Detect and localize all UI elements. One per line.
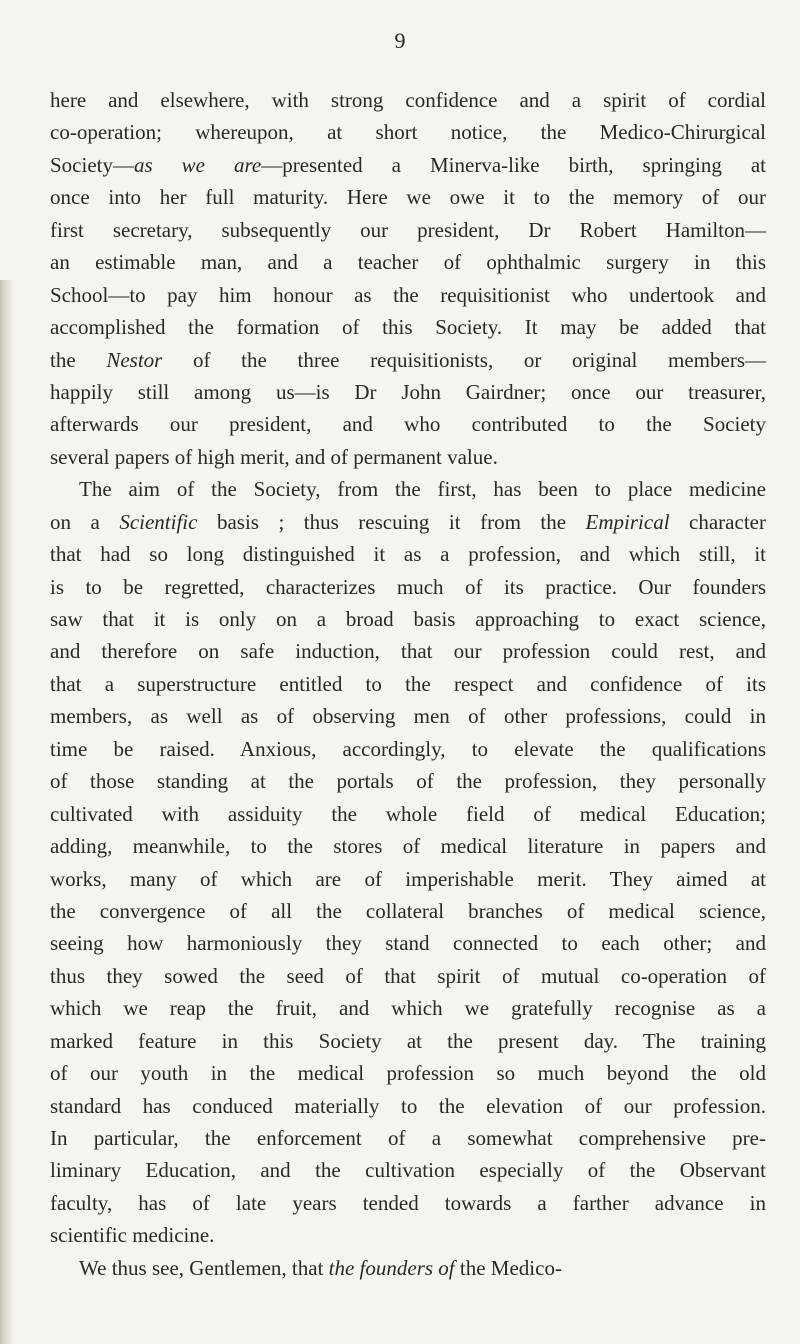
text-line: accomplished the formation of this Society. It may be added that bbox=[50, 315, 766, 340]
text-line: saw that it is only on a broad basis approaching to exact science, bbox=[50, 607, 766, 631]
italic-phrase: Empirical bbox=[585, 509, 670, 534]
text-line: We thus see, Gentlemen, that the founders of the Medico- bbox=[79, 1255, 562, 1280]
text-line: members, as well as of observing men of other professions, could in bbox=[50, 704, 766, 729]
text-line: time be raised. Anxious, accordingly, to elevate the qualifications bbox=[50, 736, 766, 761]
text-line: scientific medicine. bbox=[50, 1223, 215, 1248]
text-line: afterwards our president, and who contributed to the Society bbox=[50, 412, 766, 437]
text-line: seeing how harmoniously they stand connected to each other; and bbox=[50, 931, 766, 956]
text-line: thus they sowed the seed of that spirit of mutual co-operation of bbox=[50, 963, 766, 988]
body-text bbox=[50, 84, 766, 1284]
italic-phrase: the founders of bbox=[328, 1255, 455, 1280]
text-line: on a Scientific basis ; thus rescuing it from the Empirical character bbox=[50, 509, 766, 534]
text-line: the Nestor of the three requisitionists, or original members— bbox=[50, 347, 766, 372]
binding-shadow bbox=[0, 280, 14, 1344]
text-line: that a superstructure entitled to the respect and confidence of its bbox=[50, 671, 766, 696]
text-line: happily still among us—is Dr John Gairdner; once our treasurer, bbox=[50, 379, 766, 404]
text-line: first secretary, subsequently our president, Dr Robert Hamilton— bbox=[50, 217, 766, 242]
italic-phrase: Scientific bbox=[119, 509, 198, 534]
text-line: co-operation; whereupon, at short notice, the Medico-Chirurgical bbox=[50, 120, 766, 145]
text-line: several papers of high merit, and of permanent value. bbox=[50, 444, 498, 469]
text-line: marked feature in this Society at the present day. The training bbox=[50, 1028, 766, 1053]
text-line: of those standing at the portals of the profession, they personally bbox=[50, 769, 766, 794]
text-line: cultivated with assiduity the whole field of medical Education; bbox=[50, 801, 766, 826]
text-line: faculty, has of late years tended towards a farther advance in bbox=[50, 1190, 766, 1215]
page-number: 9 bbox=[394, 28, 406, 53]
text-line: of our youth in the medical profession so much beyond the old bbox=[50, 1061, 766, 1086]
italic-phrase: Nestor bbox=[106, 347, 163, 372]
text-line: here and elsewhere, with strong confidence and a spirit of cordial bbox=[50, 88, 766, 112]
text-line: standard has conduced materially to the elevation of our profession. bbox=[50, 1093, 766, 1118]
text-line: the convergence of all the collateral branches of medical science, bbox=[50, 898, 766, 923]
text-line: that had so long distinguished it as a profession, and which still, it bbox=[50, 542, 766, 567]
text-line: The aim of the Society, from the first, has been to place medicine bbox=[79, 477, 766, 502]
text-line: Society—as we are—presented a Minerva-like birth, springing at bbox=[50, 152, 767, 177]
text-line: and therefore on safe induction, that our profession could rest, and bbox=[50, 639, 766, 664]
text-line: works, many of which are of imperishable merit. They aimed at bbox=[50, 866, 766, 891]
text-line: an estimable man, and a teacher of ophthalmic surgery in this bbox=[50, 250, 766, 275]
text-line: liminary Education, and the cultivation especially of the Observant bbox=[50, 1158, 766, 1183]
text-line: adding, meanwhile, to the stores of medical literature in papers and bbox=[50, 834, 766, 859]
text-line: which we reap the fruit, and which we gratefully recognise as a bbox=[50, 996, 766, 1021]
text-line: School—to pay him honour as the requisitionist who undertook and bbox=[50, 282, 766, 307]
text-line: In particular, the enforcement of a somewhat comprehensive pre- bbox=[50, 1126, 766, 1150]
italic-phrase: as we are bbox=[134, 152, 262, 177]
text-line: is to be regretted, characterizes much of its practice. Our founders bbox=[50, 574, 766, 599]
text-line: once into her full maturity. Here we owe it to the memory of our bbox=[50, 185, 766, 210]
